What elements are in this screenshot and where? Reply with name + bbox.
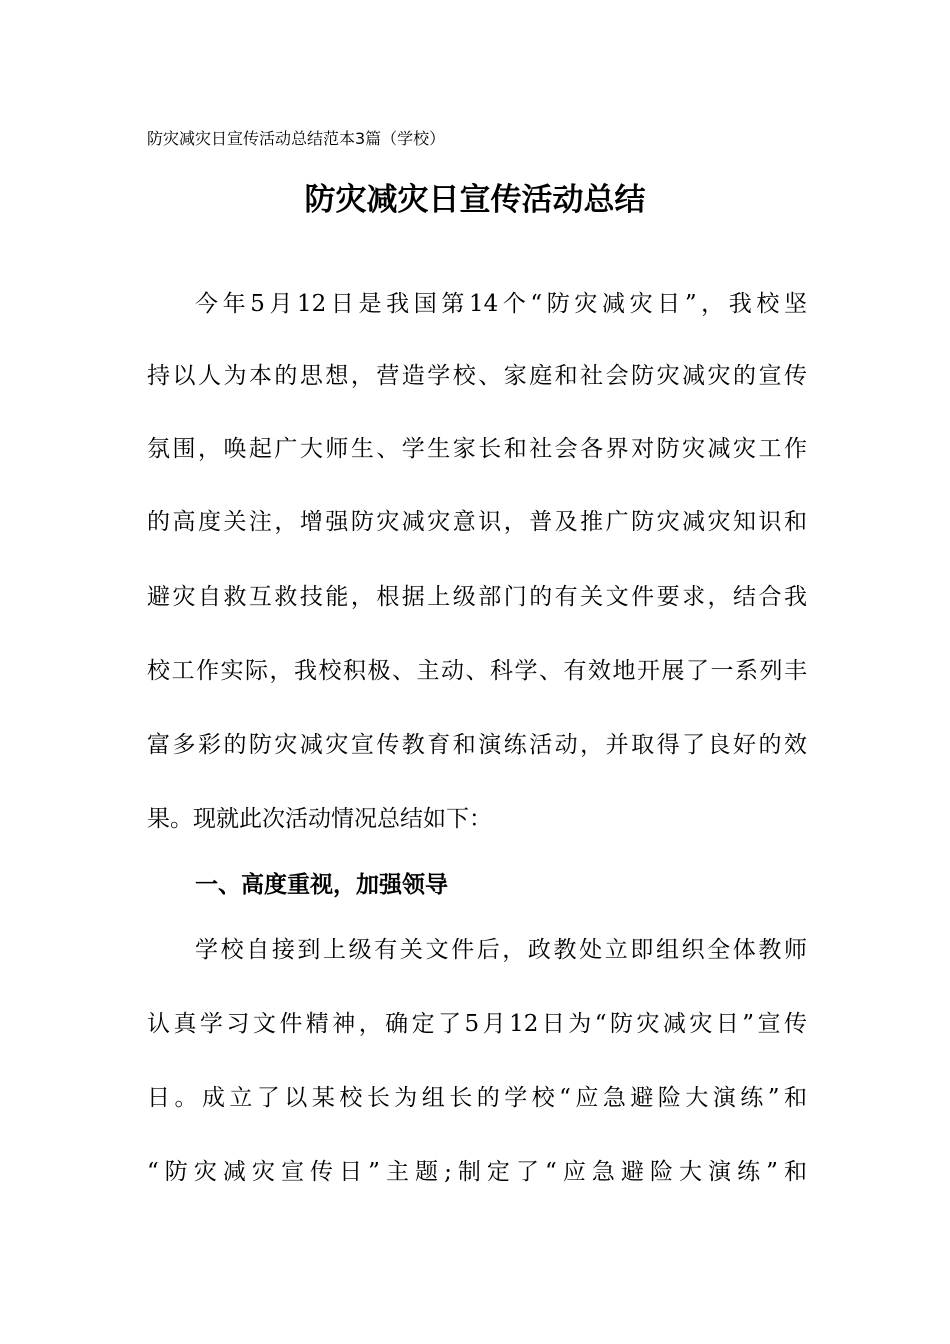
- paragraph-line: 校工作实际，我校积极、主动、科学、有效地开展了一系列丰: [147, 658, 807, 684]
- paragraph-line: 的高度关注，增强防灾减灾意识，普及推广防灾减灾知识和: [147, 509, 807, 535]
- document-header-note: 防灾减灾日宣传活动总结范本3篇（学校）: [147, 129, 446, 148]
- paragraph-line: 学校自接到上级有关文件后，政教处立即组织全体教师: [195, 937, 807, 963]
- document-title: 防灾减灾日宣传活动总结: [304, 182, 646, 218]
- paragraph-line: 避灾自救互救技能，根据上级部门的有关文件要求，结合我: [147, 584, 807, 610]
- paragraph-line: 氛围，唤起广大师生、学生家长和社会各界对防灾减灾工作: [147, 436, 807, 462]
- paragraph-line: 持以人为本的思想，营造学校、家庭和社会防灾减灾的宣传: [147, 363, 807, 389]
- paragraph-line: 日。成立了以某校长为组长的学校“应急避险大演练”和: [147, 1085, 807, 1111]
- section-heading: 一、高度重视，加强领导: [195, 872, 448, 898]
- paragraph-line: 认真学习文件精神，确定了5月12日为“防灾减灾日”宣传: [147, 1011, 807, 1037]
- paragraph-line: “防灾减灾宣传日”主题;制定了“应急避险大演练”和: [147, 1159, 807, 1185]
- paragraph-line: 果。现就此次活动情况总结如下：: [147, 806, 492, 832]
- paragraph-line: 富多彩的防灾减灾宣传教育和演练活动，并取得了良好的效: [147, 732, 807, 758]
- paragraph-line: 今年5月12日是我国第14个“防灾减灾日”，我校坚: [195, 291, 807, 317]
